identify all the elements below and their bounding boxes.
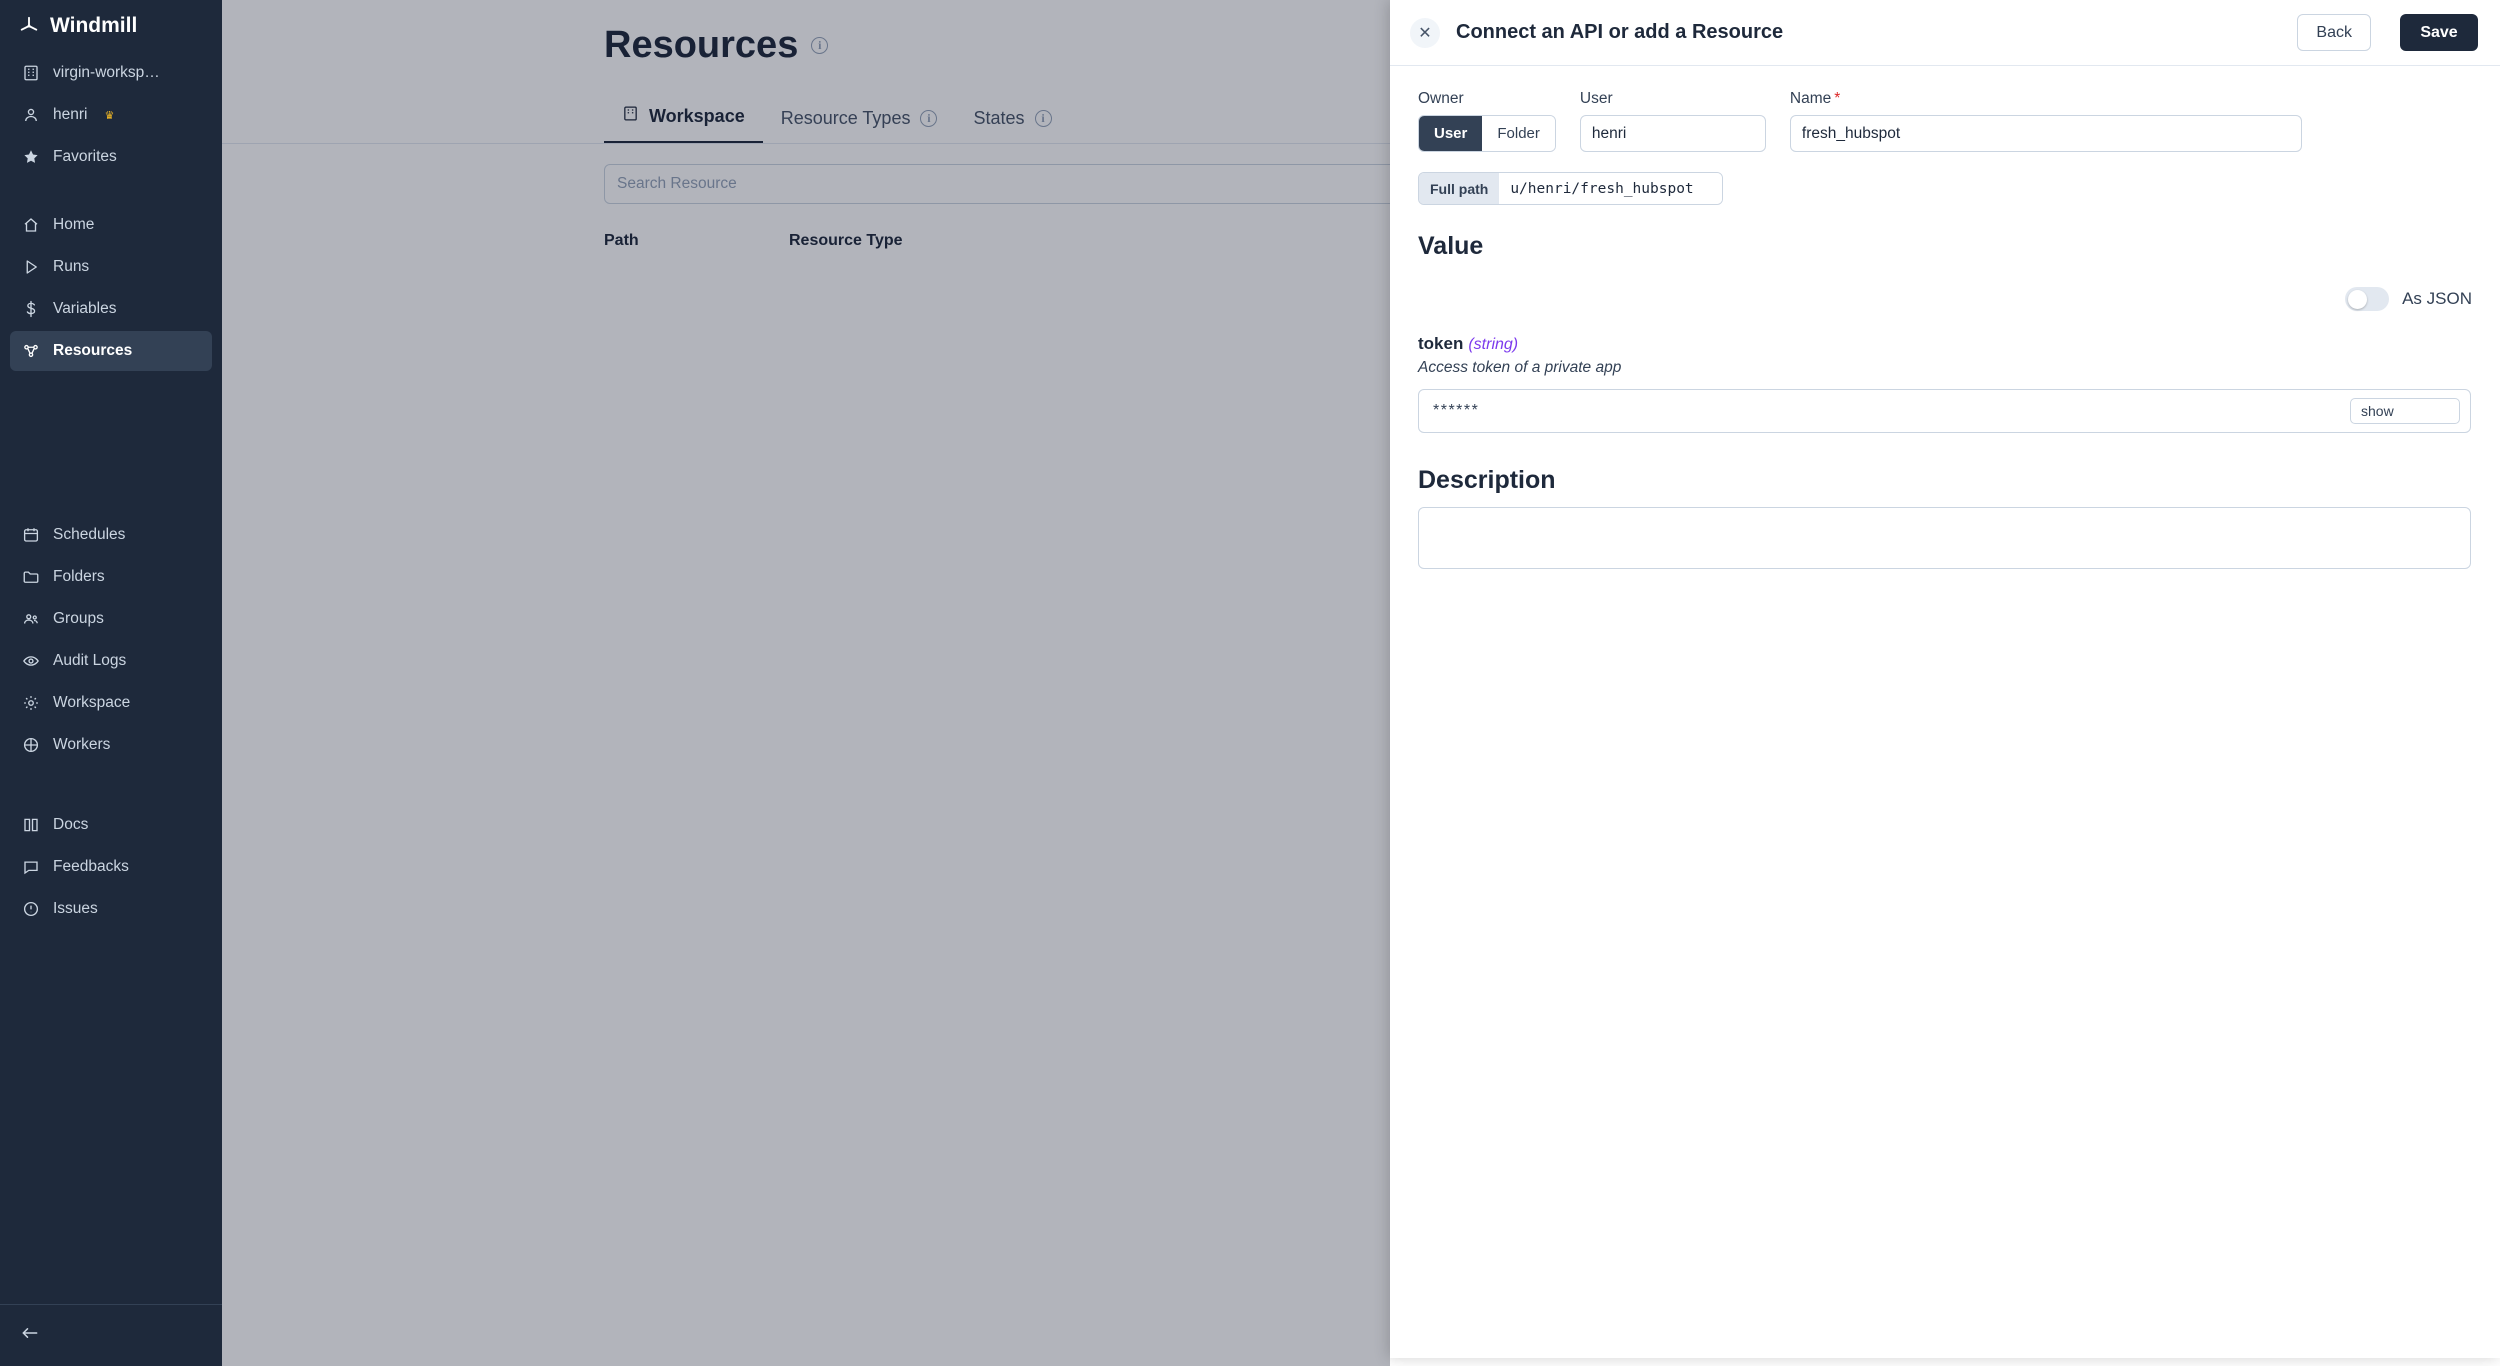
as-json-toggle[interactable] — [2345, 287, 2389, 311]
token-input[interactable] — [1418, 389, 2471, 433]
sidebar-collapse-button[interactable] — [0, 1304, 222, 1366]
sidebar-item-label-docs: Docs — [53, 816, 89, 833]
full-path-label: Full path — [1419, 173, 1499, 204]
owner-user-name-row — [1418, 90, 2472, 152]
sidebar-item-label-workspace: Workspace — [53, 694, 131, 711]
as-json-label: As JSON — [2402, 289, 2472, 308]
name-input[interactable]: fresh_hubspot — [1790, 115, 2302, 152]
as-json-row — [1418, 287, 2472, 311]
brand-logo[interactable] — [0, 0, 222, 52]
groups-icon — [21, 610, 40, 629]
sidebar-spacer — [0, 930, 222, 1304]
sidebar-item-favorites[interactable] — [10, 137, 212, 177]
sidebar-item-runs[interactable] — [10, 247, 212, 287]
sidebar-item-label-resources: Resources — [53, 342, 133, 359]
property-name: token — [1418, 334, 1464, 353]
calendar-icon — [21, 526, 40, 545]
show-token-button[interactable]: show — [2350, 398, 2460, 424]
sidebar-gap-4 — [0, 424, 222, 514]
sidebar-item-label-issues: Issues — [53, 900, 98, 917]
drawer-title: Connect an API or add a Resource — [1456, 21, 1784, 43]
description-textarea[interactable] — [1418, 507, 2471, 569]
brand-label: Windmill — [50, 14, 138, 37]
star-icon — [21, 148, 40, 167]
name-field — [1790, 90, 2302, 152]
sidebar-item-issues[interactable] — [10, 889, 212, 929]
save-button[interactable]: Save — [2400, 14, 2478, 51]
sidebar-item-docs[interactable] — [10, 805, 212, 845]
sidebar-item-label-folders: Folders — [53, 568, 105, 585]
workspace-name: virgin-worksp… — [53, 64, 160, 81]
sidebar-item-audit-logs[interactable] — [10, 641, 212, 681]
home-icon — [21, 216, 40, 235]
message-icon — [21, 858, 40, 877]
crown-icon: ♛ — [104, 109, 115, 122]
search-input[interactable]: Search Resource — [604, 164, 1704, 204]
value-section-title: Value — [1418, 232, 1484, 260]
favorites-label: Favorites — [53, 148, 117, 165]
user-input[interactable]: henri — [1580, 115, 1766, 152]
sidebar-gap-2 — [0, 372, 222, 398]
sidebar-item-feedbacks[interactable] — [10, 847, 212, 887]
tab-label-states: States — [973, 108, 1025, 128]
folder-icon — [21, 568, 40, 587]
back-button[interactable]: Back — [2297, 14, 2371, 51]
column-header-resource-type: Resource Type — [789, 232, 903, 249]
description-section-title: Description — [1418, 466, 1556, 494]
eye-icon — [21, 652, 40, 671]
property-name-row — [1418, 334, 2472, 354]
workers-icon — [21, 736, 40, 755]
modal-overlay[interactable] — [222, 0, 1390, 1366]
issues-icon — [21, 900, 40, 919]
drawer-header — [1390, 0, 2500, 66]
gear-icon — [21, 694, 40, 713]
windmill-logo-icon — [18, 15, 40, 37]
info-icon[interactable]: i — [1035, 110, 1052, 127]
resource-drawer — [1390, 0, 2500, 1358]
sidebar-item-label-groups: Groups — [53, 610, 104, 627]
sidebar — [0, 0, 222, 1366]
info-icon[interactable]: i — [920, 110, 937, 127]
dollar-icon — [21, 300, 40, 319]
property-description: Access token of a private app — [1418, 359, 1622, 376]
sidebar-item-user[interactable] — [10, 95, 212, 135]
sidebar-item-schedules[interactable] — [10, 515, 212, 555]
sidebar-item-variables[interactable] — [10, 289, 212, 329]
owner-field — [1418, 90, 1556, 152]
sidebar-item-label-workers: Workers — [53, 736, 111, 753]
sidebar-item-workspace[interactable] — [10, 683, 212, 723]
sidebar-item-label-variables: Variables — [53, 300, 117, 317]
sidebar-item-groups[interactable] — [10, 599, 212, 639]
tab-label-workspace: Workspace — [649, 105, 745, 126]
page-title: Resources — [604, 24, 799, 66]
sidebar-item-label-feedbacks: Feedbacks — [53, 858, 129, 875]
building-icon — [21, 64, 40, 83]
sidebar-item-label-home: Home — [53, 216, 95, 233]
user-name: henri — [53, 106, 88, 123]
info-icon[interactable]: i — [811, 37, 828, 54]
property-type: (string) — [1468, 336, 1519, 353]
tab-label-resource-types: Resource Types — [780, 108, 911, 128]
sidebar-gap-5 — [0, 766, 222, 804]
sidebar-item-workspace-selector[interactable] — [10, 53, 212, 93]
sidebar-item-resources[interactable] — [10, 331, 212, 371]
sidebar-item-label-runs: Runs — [53, 258, 90, 275]
arrow-left-icon — [20, 1323, 40, 1348]
column-header-path: Path — [604, 232, 639, 249]
drawer-body — [1390, 66, 2500, 569]
sidebar-item-folders[interactable] — [10, 557, 212, 597]
close-icon[interactable]: ✕ — [1410, 18, 1440, 48]
full-path-display — [1418, 172, 1723, 205]
sidebar-gap-3 — [0, 398, 222, 424]
sidebar-item-home[interactable] — [10, 205, 212, 245]
user-field — [1580, 90, 1766, 152]
owner-option-folder[interactable]: Folder — [1482, 116, 1555, 151]
required-marker: * — [1834, 90, 1841, 107]
user-icon — [21, 106, 40, 125]
sidebar-item-workers[interactable] — [10, 725, 212, 765]
name-label — [1790, 90, 2302, 108]
sidebar-item-label-audit-logs: Audit Logs — [53, 652, 127, 669]
play-icon — [21, 258, 40, 277]
full-path-value: u/henri/fresh_hubspot — [1499, 173, 1722, 204]
name-label-text: Name — [1789, 90, 1832, 107]
owner-option-user[interactable]: User — [1419, 116, 1482, 151]
resources-icon — [21, 342, 40, 361]
sidebar-item-label-schedules: Schedules — [53, 526, 126, 543]
owner-segmented-control[interactable] — [1418, 115, 1556, 152]
token-value-masked: ****** — [1433, 402, 1480, 419]
user-label: User — [1579, 90, 1613, 107]
owner-label: Owner — [1418, 90, 1464, 107]
toggle-knob — [2348, 290, 2367, 309]
sidebar-gap-1 — [0, 178, 222, 204]
book-icon — [21, 816, 40, 835]
